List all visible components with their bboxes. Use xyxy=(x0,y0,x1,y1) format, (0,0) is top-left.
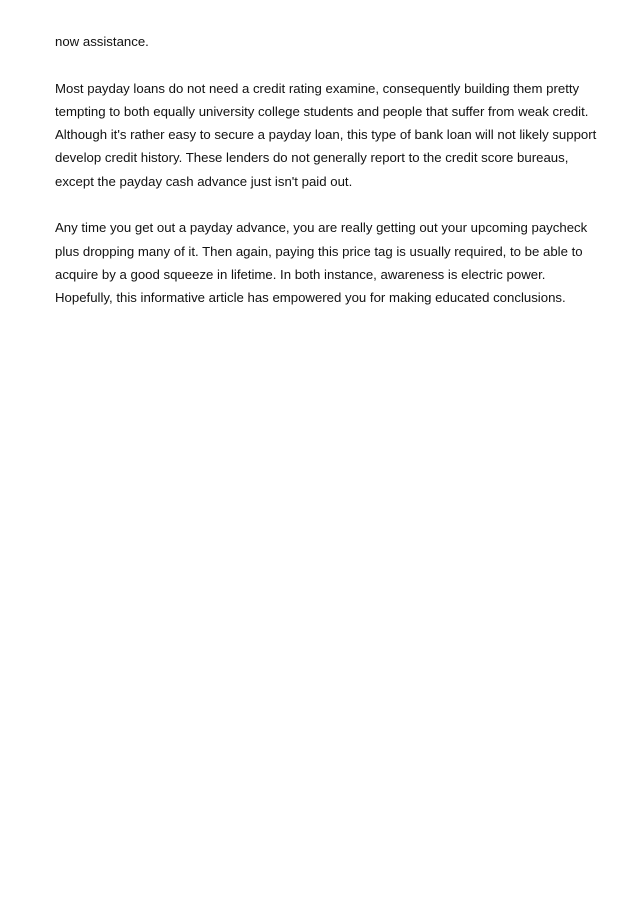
text-line: Although it's rather easy to secure a payday loan, this type of bank loan will not likely support xyxy=(55,127,597,143)
text-line: plus dropping many of it. Then again, paying this price tag is usually required, to be able to xyxy=(55,243,583,259)
text-line: tempting to both equally university college students and people that suffer from weak credit. xyxy=(55,103,589,119)
paragraph-2 xyxy=(55,77,595,193)
paragraph-1 xyxy=(55,30,595,53)
paragraph-3 xyxy=(55,216,595,309)
text-line: except the payday cash advance just isn't paid out. xyxy=(55,173,353,189)
text-line: Any time you get out a payday advance, you are really getting out your upcoming paycheck xyxy=(55,220,588,236)
text-line: acquire by a good squeeze in lifetime. In both instance, awareness is electric power. xyxy=(55,266,546,282)
text-line: Hopefully, this informative article has empowered you for making educated conclusions. xyxy=(55,290,566,306)
text-line: develop credit history. These lenders do not generally report to the credit score bureaus, xyxy=(55,150,569,166)
document-body xyxy=(55,30,595,333)
text-line: now assistance. xyxy=(55,34,149,49)
text-line: Most payday loans do not need a credit rating examine, consequently building them pretty xyxy=(55,80,580,96)
